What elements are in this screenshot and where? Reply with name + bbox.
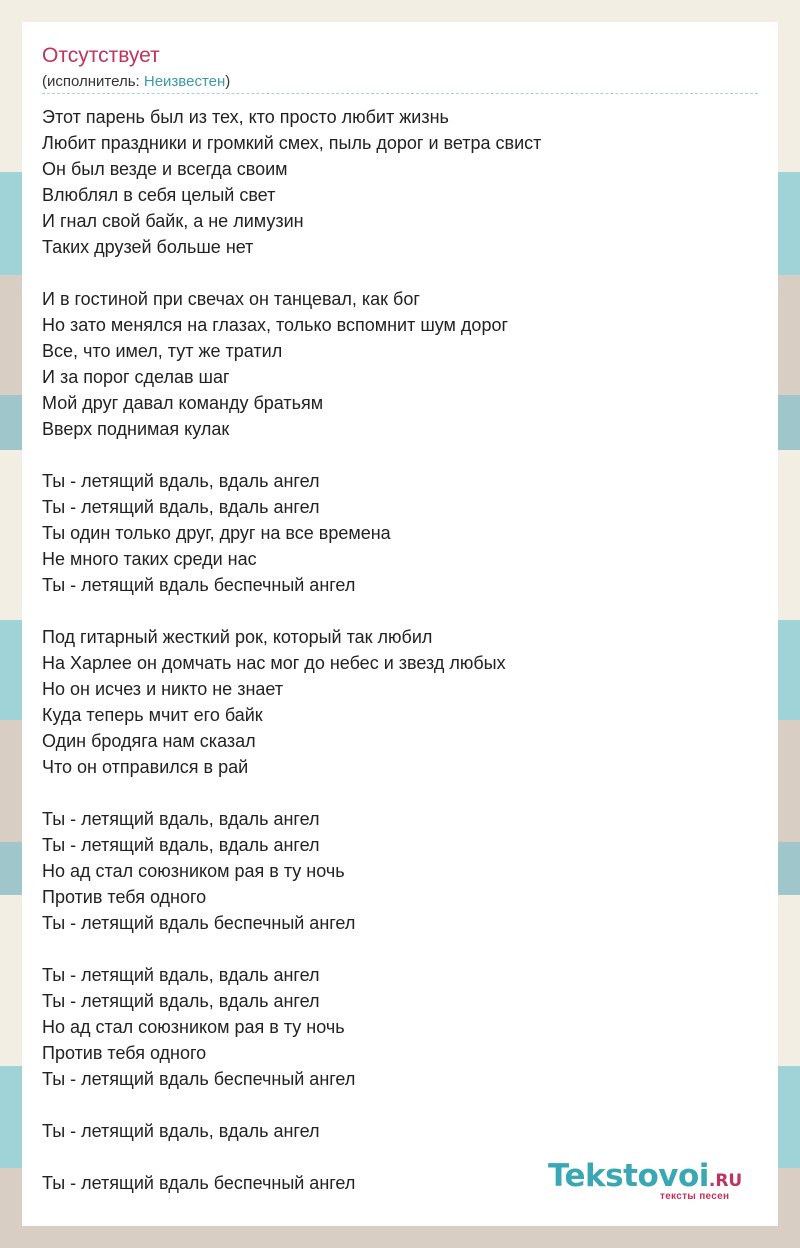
lyric-line: Ты - летящий вдаль беспечный ангел <box>42 1069 356 1089</box>
lyric-line: Этот парень был из тех, кто просто любит жизнь <box>42 107 449 127</box>
lyric-line: Не много таких среди нас <box>42 549 257 569</box>
lyric-line: Один бродяга нам сказал <box>42 731 256 751</box>
lyric-line: И за порог сделав шаг <box>42 367 230 387</box>
lyric-line: Ты - летящий вдаль беспечный ангел <box>42 913 356 933</box>
logo-name: Tekstovoi <box>548 1158 709 1194</box>
site-logo[interactable] <box>548 1158 758 1204</box>
stanza-gap <box>42 598 758 624</box>
lyric-line: Но ад стал союзником рая в ту ночь <box>42 1017 345 1037</box>
lyric-line: Таких друзей больше нет <box>42 237 254 257</box>
stanza-gap <box>42 442 758 468</box>
artist-line <box>42 73 230 90</box>
lyric-line: Против тебя одного <box>42 1043 207 1063</box>
lyric-line: Ты - летящий вдаль беспечный ангел <box>42 1173 356 1193</box>
stanza-gap <box>42 780 758 806</box>
lyric-line: Он был везде и всегда своим <box>42 159 288 179</box>
title-divider <box>42 93 758 94</box>
lyric-line: Ты один только друг, друг на все времена <box>42 523 391 543</box>
lyric-line: Ты - летящий вдаль беспечный ангел <box>42 575 356 595</box>
stanza-gap <box>42 1092 758 1118</box>
lyric-line: Ты - летящий вдаль, вдаль ангел <box>42 809 320 829</box>
lyric-line: Но он исчез и никто не знает <box>42 679 284 699</box>
lyric-line: И гнал свой байк, а не лимузин <box>42 211 304 231</box>
stanza-gap <box>42 260 758 286</box>
lyric-line: Мой друг давал команду братьям <box>42 393 324 413</box>
lyric-line: Ты - летящий вдаль, вдаль ангел <box>42 471 320 491</box>
lyric-line: Ты - летящий вдаль, вдаль ангел <box>42 965 320 985</box>
lyric-line: Ты - летящий вдаль, вдаль ангел <box>42 1121 320 1141</box>
lyric-line: И в гостиной при свечах он танцевал, как бог <box>42 289 420 309</box>
lyric-line: Влюблял в себя целый свет <box>42 185 276 205</box>
lyric-line: Любит праздники и громкий смех, пыль дорог и ветра свист <box>42 133 542 153</box>
logo-tld: .RU <box>708 1171 743 1191</box>
lyrics-card <box>22 22 778 1226</box>
artist-suffix: ) <box>225 73 231 90</box>
lyric-line: Все, что имел, тут же тратил <box>42 341 283 361</box>
lyric-line: Но ад стал союзником рая в ту ночь <box>42 861 345 881</box>
lyric-line: На Харлее он домчать нас мог до небес и звезд любых <box>42 653 506 673</box>
logo-tagline: тексты песен <box>660 1191 730 1202</box>
artist-prefix: (исполнитель: <box>42 73 144 90</box>
lyric-line: Вверх поднимая кулак <box>42 419 230 439</box>
song-title: Отсутствует <box>42 44 160 67</box>
lyric-line: Куда теперь мчит его байк <box>42 705 263 725</box>
logo-wordmark <box>548 1158 742 1194</box>
lyric-line: Но зато менялся на глазах, только вспомнит шум дорог <box>42 315 509 335</box>
lyric-line: Ты - летящий вдаль, вдаль ангел <box>42 991 320 1011</box>
lyric-line: Что он отправился в рай <box>42 757 249 777</box>
lyrics-text <box>42 104 758 1196</box>
stanza-gap <box>42 936 758 962</box>
artist-link[interactable]: Неизвестен <box>143 73 226 90</box>
lyric-line: Под гитарный жесткий рок, который так любил <box>42 627 433 647</box>
lyric-line: Ты - летящий вдаль, вдаль ангел <box>42 497 320 517</box>
lyric-line: Ты - летящий вдаль, вдаль ангел <box>42 835 320 855</box>
lyric-line: Против тебя одного <box>42 887 207 907</box>
